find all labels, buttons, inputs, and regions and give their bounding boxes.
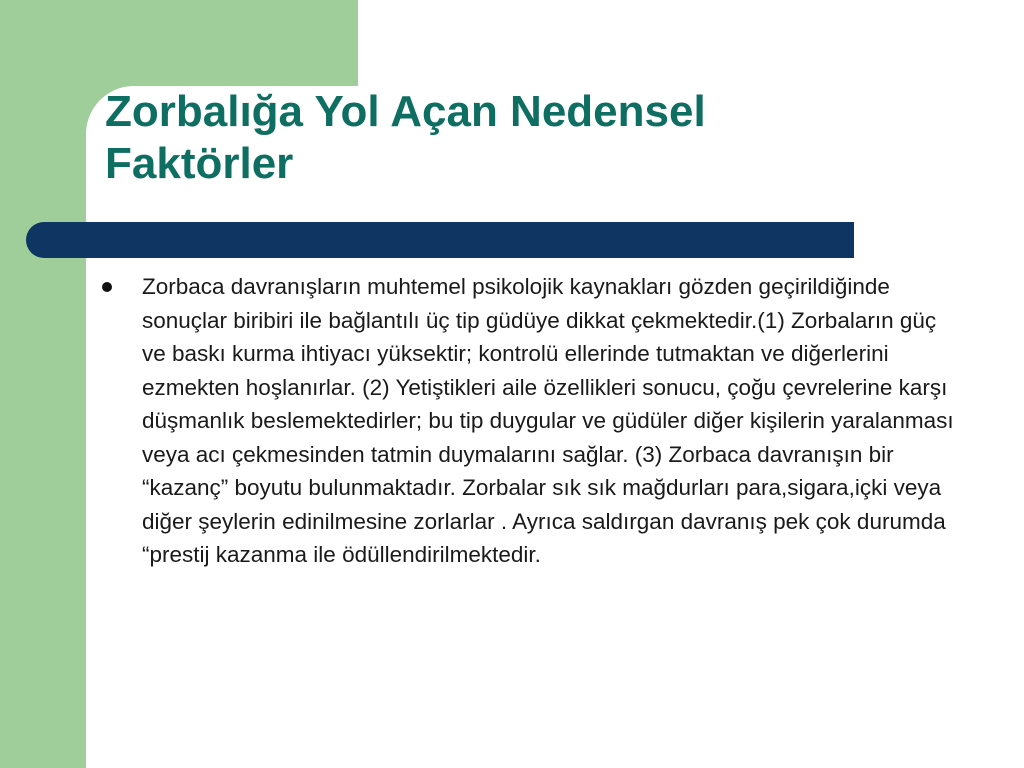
bullet-item [102, 270, 962, 572]
slide-title-line-2: Faktörler [105, 139, 294, 188]
bullet-text: Zorbaca davranışların muhtemel psikolojik kaynakları gözden geçirildiğinde sonuçlar biribiri ile bağlantılı üç tip güdüye dikkat çekmektedir.(1) Zorbaların güç ve baskı kurma ihtiyacı yüksektir; kontrolü ellerinde tutmaktan ve diğerlerini ezmekten hoşlanırlar. (2) Yetiştikleri aile özellikleri sonucu, çoğu çevrelerine karşı düşmanlık beslemektedirler; bu tip duygular ve güdüler diğer kişilerin yaralanması veya acı çekmesinden tatmin duymalarını sağlar. (3) Zorbaca davranışın bir “kazanç” boyutu bulunmaktadır. Zorbalar sık sık mağdurları para,sigara,içki veya diğer şeylerin edinilmesine zorlarlar . Ayrıca saldırgan davranış pek çok durumda “prestij kazanma ile ödüllendirilmektedir. [142, 274, 954, 567]
bullet-icon [102, 282, 112, 292]
slide-title [105, 86, 985, 190]
slide-title-line-1: Zorbalığa Yol Açan Nedensel [105, 87, 706, 136]
title-divider-bar [26, 222, 854, 258]
bullet-list [102, 270, 962, 572]
